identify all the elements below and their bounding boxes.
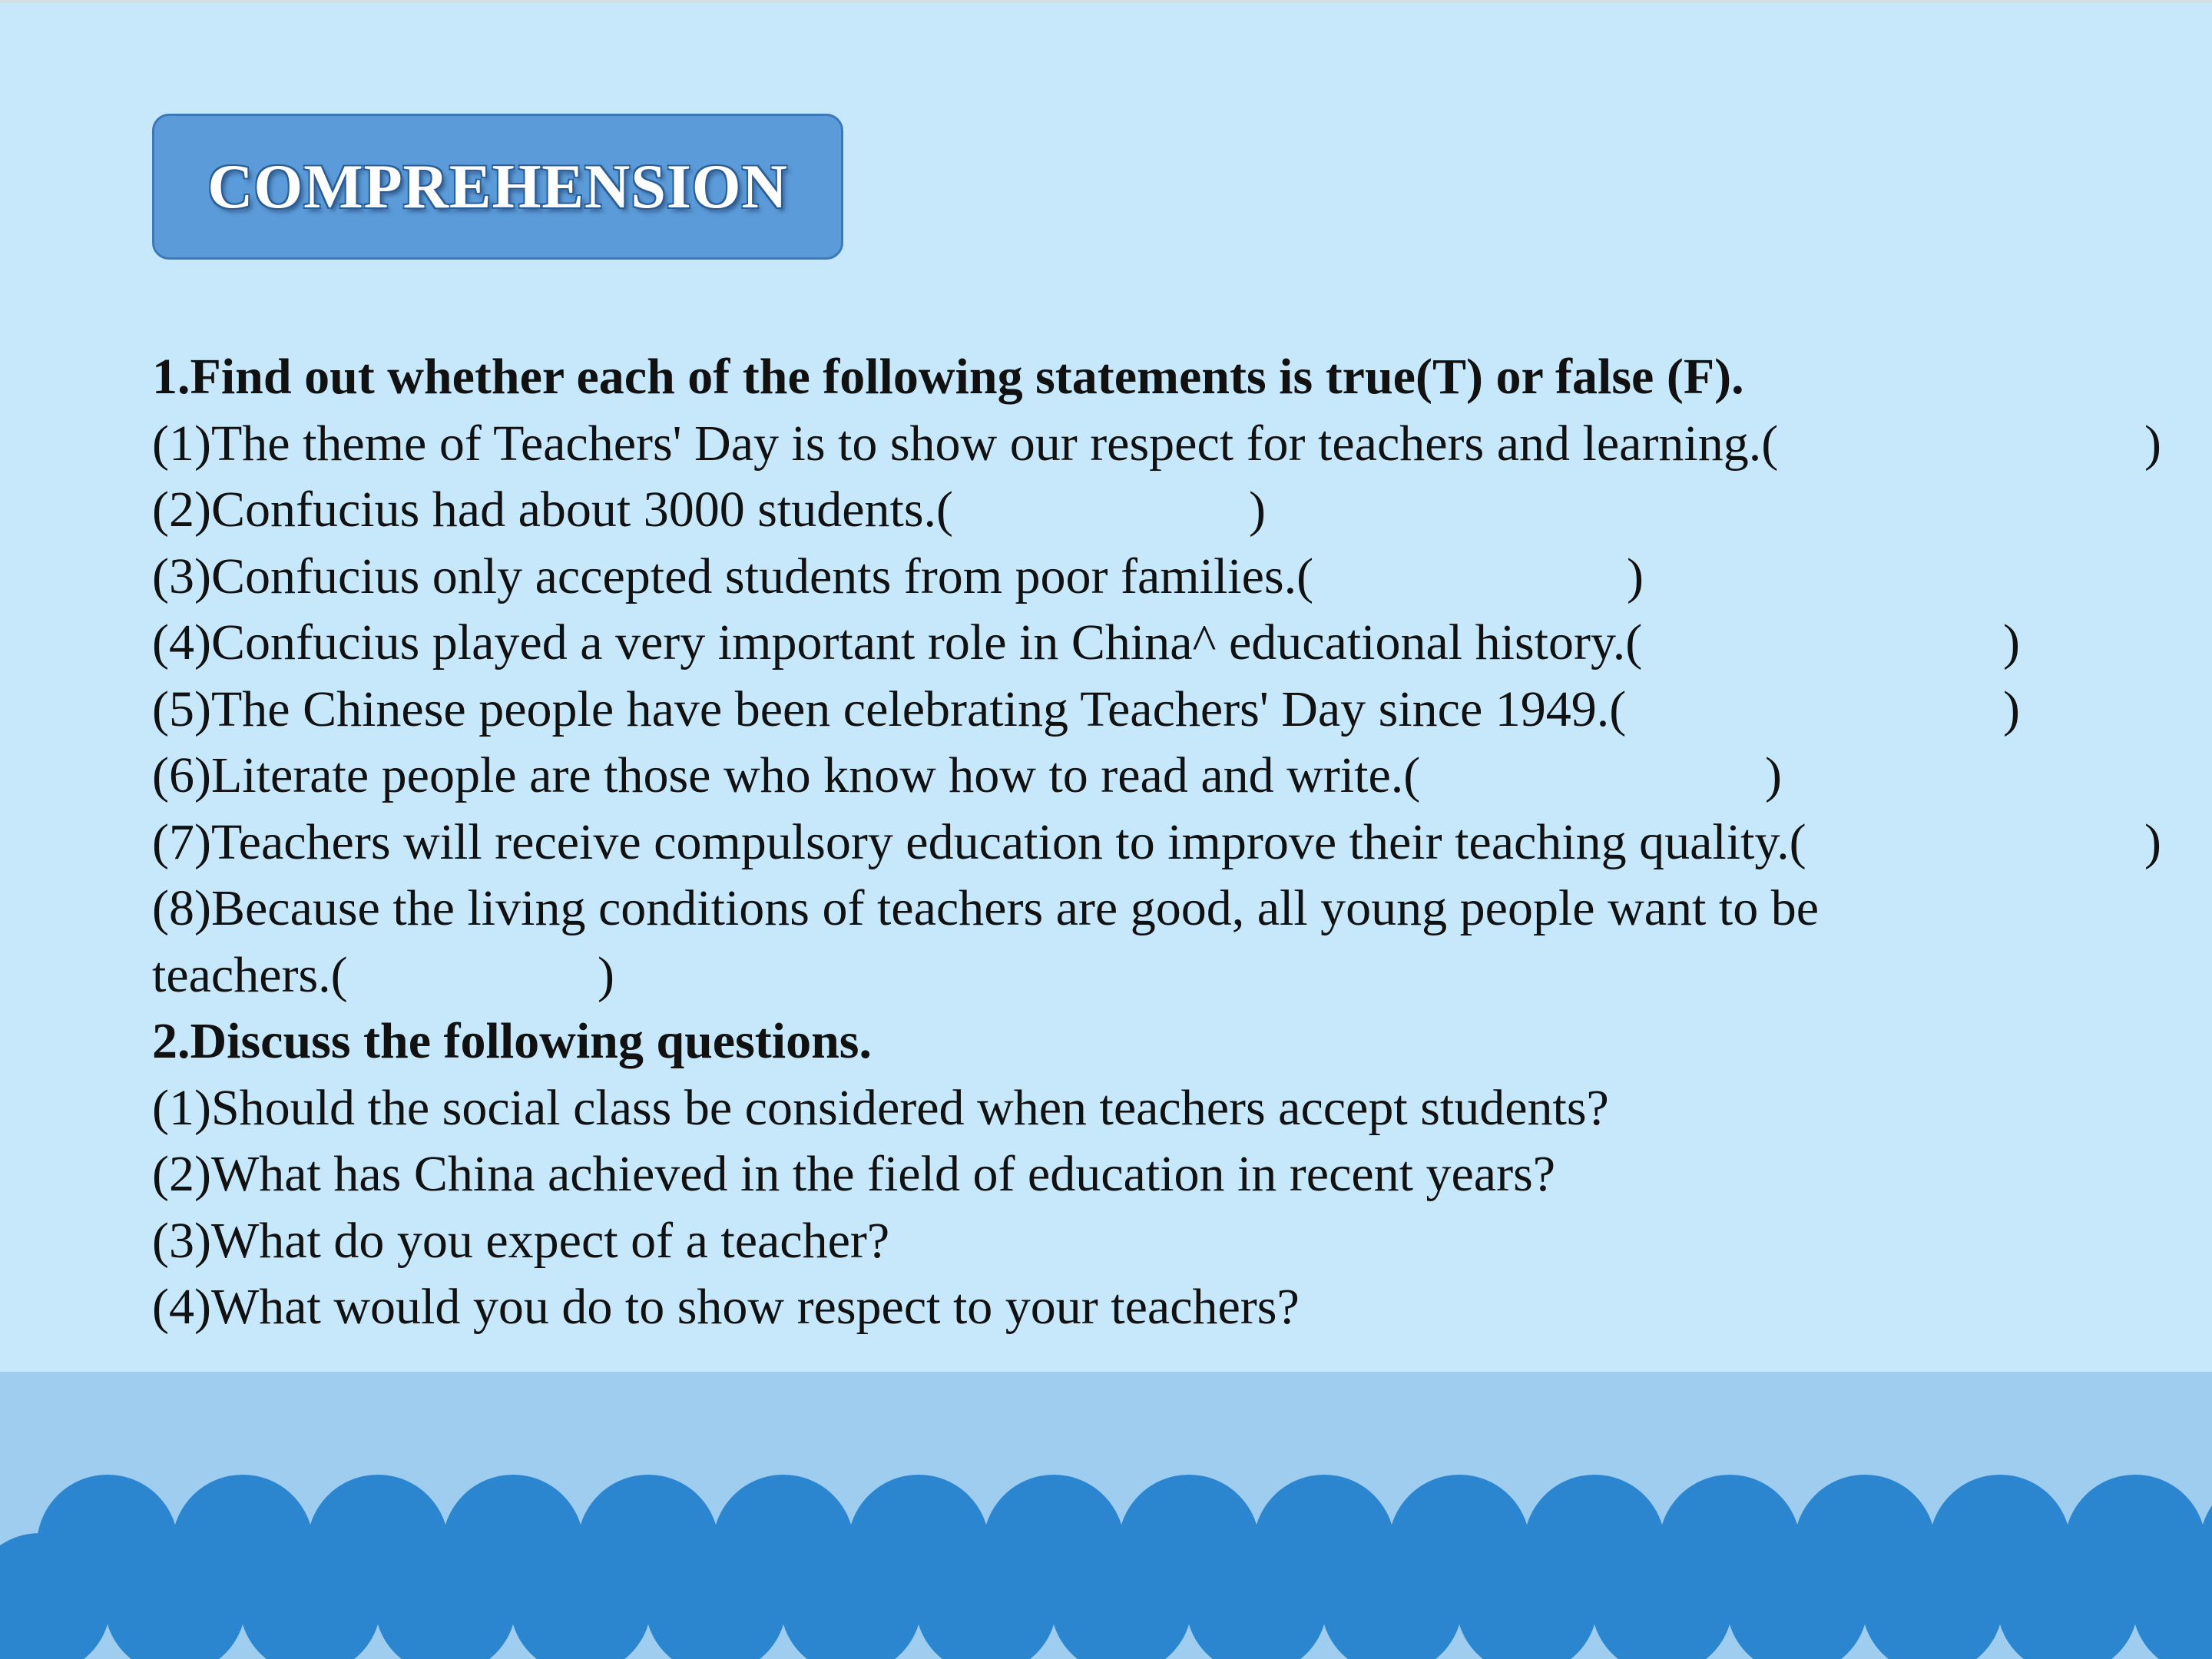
wave-decoration [0, 1372, 2212, 1659]
answer-blank-close: ) [2003, 614, 2020, 671]
answer-blank-close: ) [2144, 813, 2161, 870]
slide-title: COMPREHENSION [207, 151, 788, 221]
question-1: (1)Should the social class be considered when teachers accept students? [152, 1079, 1609, 1136]
section1-heading: 1.Find out whether each of the following statements is true(T) or false (F). [152, 349, 1744, 405]
scalloped-wave-footer [0, 1372, 2212, 1659]
statement-6 [152, 743, 2180, 810]
answer-blank-close: ) [2144, 415, 2161, 472]
statement-text: (5)The Chinese people have been celebrating Teachers' Day since 1949.( [152, 680, 1627, 737]
answer-blank-close: ) [1765, 747, 1782, 803]
statement-text: (8)Because the living conditions of teachers are good, all young people want to be [152, 880, 1820, 936]
statement-5 [152, 677, 2180, 743]
exercise-content [152, 344, 2180, 1341]
statement-3 [152, 544, 2180, 611]
title-banner [152, 114, 843, 260]
statement-text: (6)Literate people are those who know how to read and write.( [152, 747, 1421, 803]
answer-blank-close: ) [2003, 680, 2020, 737]
answer-blank-close: ) [598, 946, 614, 1003]
top-border [0, 0, 2212, 3]
statement-text: (7)Teachers will receive compulsory education to improve their teaching quality.( [152, 813, 1806, 870]
statement-1 [152, 411, 2180, 478]
question-2: (2)What has China achieved in the field of education in recent years? [152, 1146, 1556, 1202]
answer-blank-close: ) [1249, 482, 1266, 538]
statement-2 [152, 477, 2180, 544]
statement-text: teachers.( [152, 946, 348, 1003]
question-3: (3)What do you expect of a teacher? [152, 1212, 890, 1269]
statement-text: (2)Confucius had about 3000 students.( [152, 482, 954, 538]
statement-8 [152, 876, 2180, 942]
question-4: (4)What would you do to show respect to your teachers? [152, 1279, 1300, 1335]
answer-blank-close: ) [1627, 548, 1644, 604]
statement-8-continued [152, 942, 2180, 1009]
statement-4 [152, 610, 2180, 677]
statement-text: (3)Confucius only accepted students from poor families.( [152, 548, 1314, 604]
statement-7 [152, 810, 2180, 876]
section2-heading: 2.Discuss the following questions. [152, 1013, 872, 1069]
statement-text: (4)Confucius played a very important role in China^ educational history.( [152, 614, 1643, 671]
statement-text: (1)The theme of Teachers' Day is to show our respect for teachers and learning.( [152, 415, 1779, 472]
